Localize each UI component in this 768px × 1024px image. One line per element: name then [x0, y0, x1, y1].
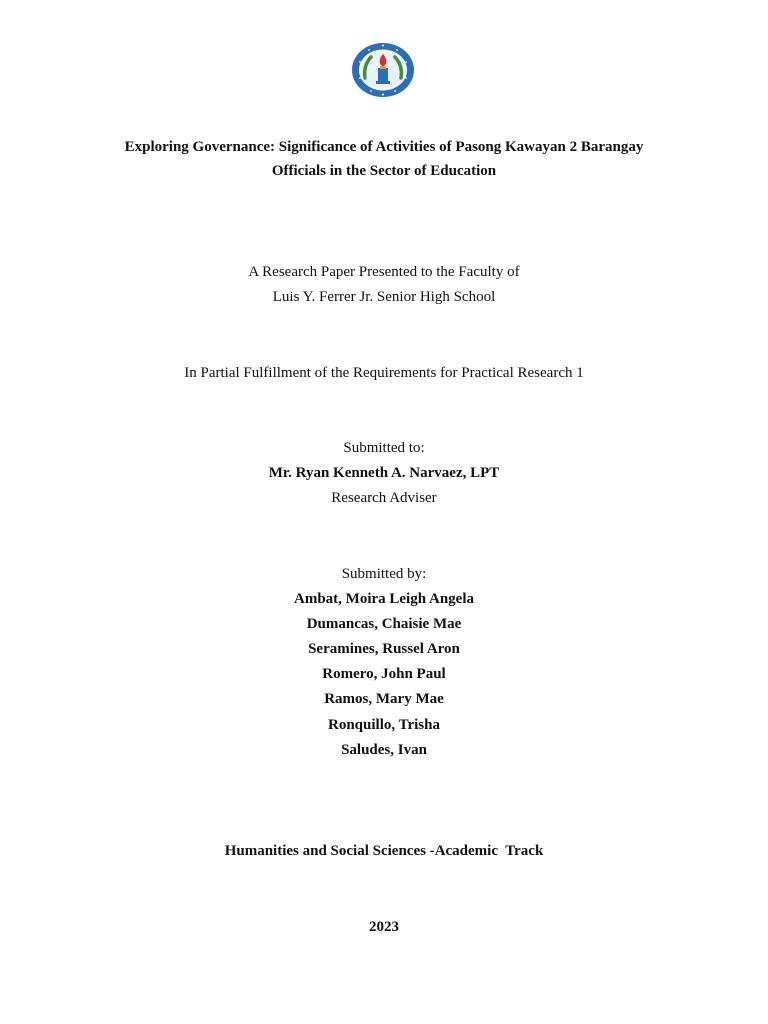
author-name: Saludes, Ivan [341, 742, 427, 758]
submitted-to-label: Submitted to: [343, 440, 425, 456]
author-name: Ronquillo, Trisha [328, 717, 440, 733]
school-seal-logo [351, 42, 415, 98]
author-name: Seramines, Russel Aron [308, 641, 460, 657]
author-name: Romero, John Paul [322, 666, 446, 682]
paper-title-line-1: Exploring Governance: Significance of Activities of Pasong Kawayan 2 Barangay [124, 139, 644, 155]
author-name: Dumancas, Chaisie Mae [306, 616, 462, 632]
academic-track: Humanities and Social Sciences -Academic Track [224, 843, 544, 859]
school-name: Luis Y. Ferrer Jr. Senior High School [272, 289, 496, 305]
adviser-name: Mr. Ryan Kenneth A. Narvaez, LPT [268, 465, 500, 481]
author-name: Ambat, Moira Leigh Angela [294, 591, 474, 607]
presented-line-1: A Research Paper Presented to the Faculty of [248, 264, 520, 280]
submitted-by-label: Submitted by: [341, 566, 427, 582]
author-name: Ramos, Mary Mae [324, 691, 444, 707]
paper-title-line-2: Officials in the Sector of Education [271, 163, 497, 179]
fulfillment-statement: In Partial Fulfillment of the Requirements for Practical Research 1 [184, 365, 584, 381]
adviser-role: Research Adviser [331, 490, 437, 506]
year: 2023 [369, 919, 399, 935]
